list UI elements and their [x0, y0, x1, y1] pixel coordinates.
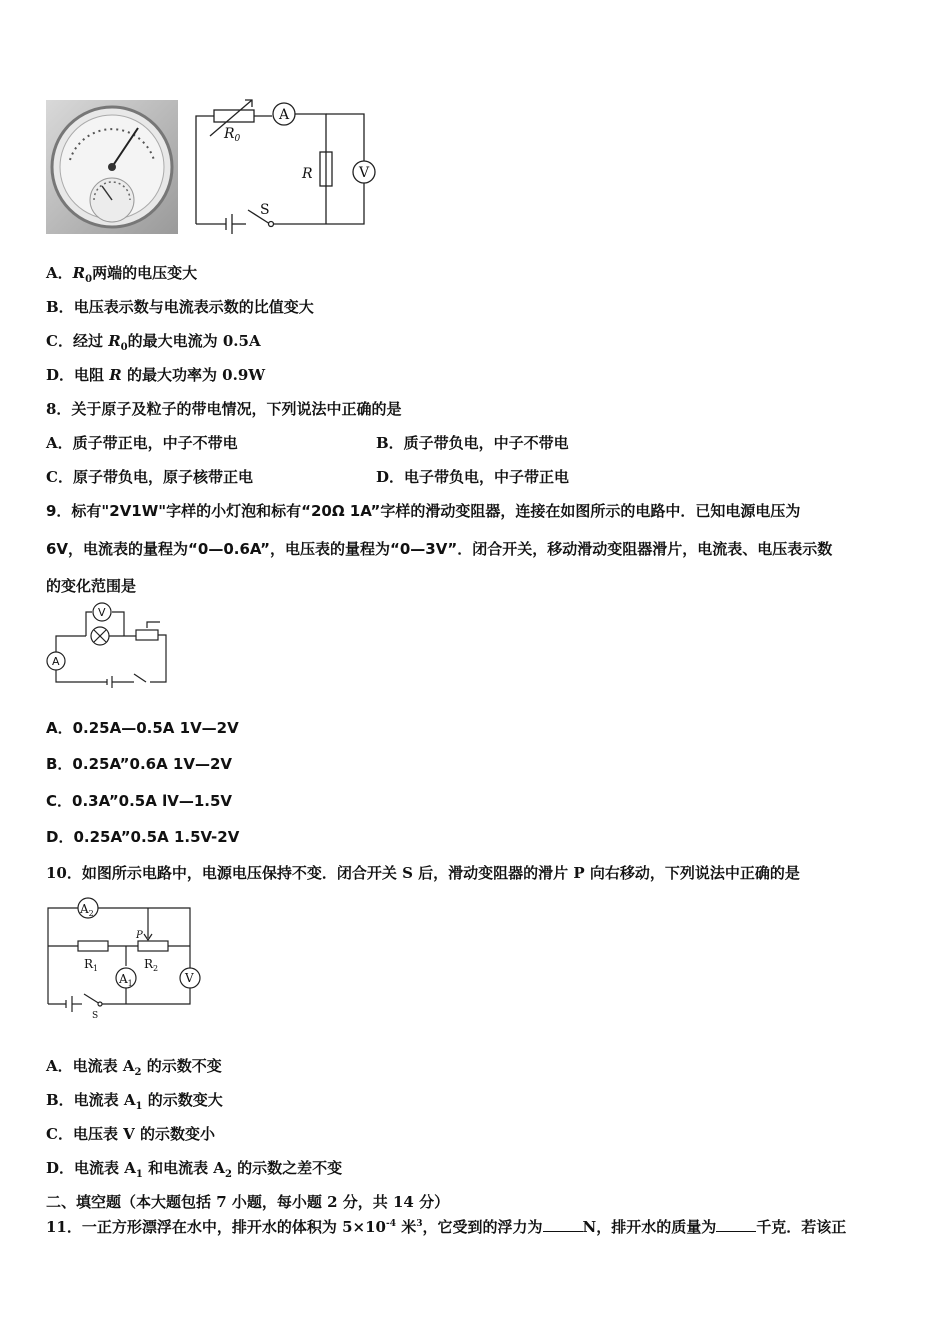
circuit-diagram-q10: [44, 896, 204, 1020]
a1-sub: 1: [127, 979, 133, 988]
svg-text:A1: [118, 972, 133, 988]
section-heading: 二、填空题（本大题包括 7 小题，每小题 2 分，共 14 分）: [46, 1193, 450, 1211]
r2-label: R: [144, 957, 154, 971]
q9-stem-line3: 的变化范围是: [46, 577, 137, 595]
v-label: V: [185, 971, 194, 985]
s-label: S: [92, 1011, 99, 1020]
a1-label: A: [119, 972, 128, 986]
q10-option-c[interactable]: C．电压表 V 的示数变小: [46, 1125, 216, 1143]
svg-text:R1: [84, 957, 98, 973]
a2-sub: 2: [88, 909, 94, 918]
circuit-diagram-q9: [46, 602, 172, 688]
resistor-label: R: [302, 166, 313, 182]
q7-option-c[interactable]: C．经过 $R_0$的最大电流为 0.5A: [46, 332, 261, 353]
q11-stem: 11．一正方形漂浮在水中，排开水的体积为 $5\times 10^{-4}$ 米$^3$，它受到的浮力为 N，排开水的质量为 千克．若该正: [46, 1218, 847, 1236]
q7-option-a[interactable]: A．$R_0$两端的电压变大: [46, 264, 198, 285]
switch-label: S: [260, 202, 270, 218]
a2-label: A: [80, 902, 89, 916]
q9-option-d[interactable]: D．0.25A”0.5A 1.5V-2V: [46, 828, 240, 846]
r1-sub: 1: [93, 964, 99, 973]
q9-option-c[interactable]: C．0.3A”0.5A lV—1.5V: [46, 792, 233, 810]
q9-voltmeter-label: V: [98, 606, 106, 619]
q10-stem: 10．如图所示电路中，电源电压保持不变．闭合开关 S 后，滑动变阻器的滑片 P 向右移动，下列说法中正确的是: [46, 864, 800, 882]
q10-option-d[interactable]: D．电流表 $A_1$ 和电流表 $A_2$ 的示数之差不变: [46, 1159, 343, 1180]
svg-text:R0: [223, 126, 241, 144]
q8-option-a[interactable]: A．质子带正电，中子不带电: [46, 434, 238, 452]
r0-sub: 0: [234, 134, 241, 144]
q8-stem: 8．关于原子及粒子的带电情况，下列说法中正确的是: [46, 400, 402, 418]
q7-option-d[interactable]: D．电阻 R 的最大功率为 0.9W: [46, 366, 266, 384]
hygrometer-photo: [46, 100, 178, 234]
svg-text:A2: [79, 902, 94, 918]
q7-option-b[interactable]: B．电压表示数与电流表示数的比值变大: [46, 298, 314, 316]
q8-option-b[interactable]: B．质子带负电，中子不带电: [376, 434, 569, 452]
r2-sub: 2: [153, 964, 159, 973]
q9-stem-line2: 6V，电流表的量程为“0—0.6A”，电压表的量程为“0—3V”．闭合开关，移动滑动变阻器滑片，电流表、电压表示数: [46, 540, 833, 558]
voltmeter-label: V: [359, 165, 370, 181]
q8-option-c[interactable]: C．原子带负电，原子核带正电: [46, 468, 253, 486]
q8-option-d[interactable]: D．电子带负电，中子带正电: [376, 468, 570, 486]
q9-ammeter-label: A: [52, 655, 60, 668]
q9-option-b[interactable]: B．0.25A”0.6A 1V—2V: [46, 755, 233, 773]
ammeter-label: A: [279, 107, 290, 123]
q11-blank-1[interactable]: [543, 1217, 583, 1232]
q10-option-a[interactable]: A．电流表 $A_2$ 的示数不变: [46, 1057, 222, 1078]
q9-option-a[interactable]: A．0.25A—0.5A 1V—2V: [46, 719, 239, 737]
q11-blank-2[interactable]: [716, 1217, 756, 1232]
q9-stem-line1: 9．标有"2V1W"字样的小灯泡和标有“20Ω 1A”字样的滑动变阻器，连接在如图所示的电路中．已知电源电压为: [46, 502, 801, 520]
svg-text:R2: [144, 957, 158, 973]
r0-label: R: [224, 126, 235, 142]
q10-option-b[interactable]: B．电流表 $A_1$ 的示数变大: [46, 1091, 223, 1112]
circuit-diagram-q7: [190, 98, 380, 238]
r1-label: R: [84, 957, 94, 971]
p-label: P: [136, 930, 143, 941]
